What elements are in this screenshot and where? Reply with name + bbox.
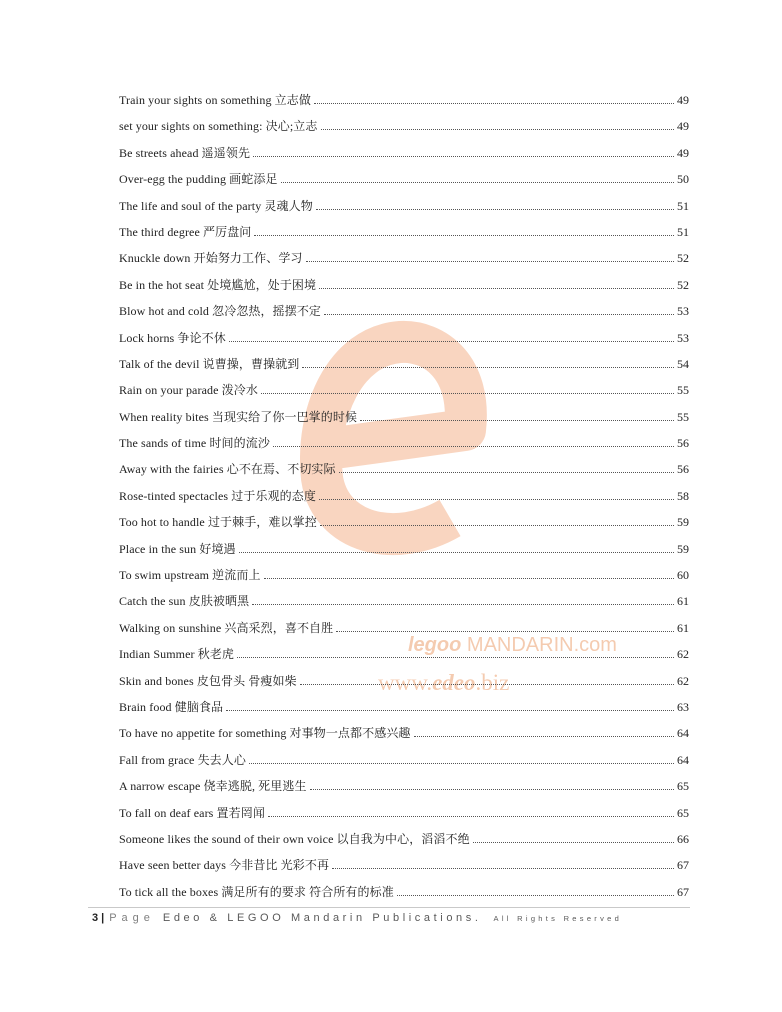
toc-entry-title: Be streets ahead 遥遥领先 [119,145,251,160]
toc-entry[interactable] [119,536,689,562]
footer-separator: | [101,912,105,924]
toc-entry-page-number: 61 [677,620,689,635]
dot-leader [360,420,674,421]
toc-entry[interactable] [119,562,689,588]
toc-entry[interactable] [119,404,689,430]
toc-entry-page-number: 59 [677,541,689,556]
dot-leader [339,472,674,473]
toc-entry-page-number: 49 [677,145,689,160]
toc-entry[interactable] [119,694,689,720]
footer-page-number: 3 [92,912,99,924]
toc-entry-title: Have seen better days 今非昔比 光彩不再 [119,858,330,873]
toc-entry-title: Brain food 健脑食品 [119,699,224,714]
toc-entry-page-number: 67 [677,884,689,899]
toc-entry-title: set your sights on something: 决心;立志 [119,119,318,134]
toc-entry-page-number: 52 [677,251,689,266]
footer-divider [88,907,690,908]
toc-entry-title: Away with the fairies 心不在焉、不切实际 [119,462,336,477]
toc-entry[interactable] [119,377,689,403]
toc-entry[interactable] [119,668,689,694]
toc-entry-page-number: 56 [677,436,689,451]
dot-leader [300,684,674,685]
dot-leader [302,367,674,368]
dot-leader [319,499,674,500]
page-footer [92,910,622,926]
toc-entry-page-number: 61 [677,594,689,609]
toc-entry-title: To tick all the boxes 满足所有的要求 符合所有的标准 [119,884,394,899]
toc-entry-title: Too hot to handle 过于棘手，难以掌控 [119,515,317,530]
toc-entry-page-number: 58 [677,488,689,503]
toc-entry[interactable] [119,166,689,192]
toc-entry[interactable] [119,641,689,667]
toc-entry-title: Talk of the devil 说曹操，曹操就到 [119,356,300,371]
toc-entry-page-number: 60 [677,568,689,583]
toc-entry[interactable] [119,298,689,324]
toc-entry-page-number: 66 [677,831,689,846]
dot-leader [226,710,674,711]
dot-leader [253,156,674,157]
toc-entry[interactable] [119,773,689,799]
toc-entry-title: The sands of time 时间的流沙 [119,436,270,451]
dot-leader [397,895,674,896]
dot-leader [281,182,674,183]
dot-leader [310,789,674,790]
toc-entry-title: Blow hot and cold 忽冷忽热，摇摆不定 [119,304,322,319]
dot-leader [321,129,674,130]
toc-entry[interactable] [119,140,689,166]
footer-rights: All Rights Reserved [493,914,623,923]
toc-entry[interactable] [119,483,689,509]
toc-entry-page-number: 49 [677,119,689,134]
toc-entry[interactable] [119,245,689,271]
dot-leader [319,288,674,289]
dot-leader [314,103,674,104]
toc-entry[interactable] [119,852,689,878]
toc-entry-page-number: 51 [677,198,689,213]
toc-entry[interactable] [119,351,689,377]
toc-entry[interactable] [119,720,689,746]
toc-entry-page-number: 67 [677,858,689,873]
toc-entry-title: A narrow escape 侥幸逃脱, 死里逃生 [119,779,307,794]
toc-entry-title: Be in the hot seat 处境尴尬，处于困境 [119,277,317,292]
toc-entry[interactable] [119,456,689,482]
toc-entry[interactable] [119,272,689,298]
dot-leader [316,209,674,210]
watermark-mandarin-domain: MANDARIN.com [466,634,617,656]
toc-entry-title: Catch the sun 皮肤被晒黑 [119,594,250,609]
toc-entry[interactable] [119,87,689,113]
dot-leader [320,525,674,526]
toc-entry-title: Walking on sunshine 兴高采烈，喜不自胜 [119,620,334,635]
dot-leader [414,736,674,737]
toc-entry-title: Train your sights on something 立志做 [119,93,311,107]
toc-entry-page-number: 52 [677,277,689,292]
toc-entry[interactable] [119,747,689,773]
toc-entry[interactable] [119,800,689,826]
toc-entry-title: To swim upstream 逆流而上 [119,568,261,583]
toc-entry-title: Rose-tinted spectacles 过于乐观的态度 [119,488,316,503]
toc-entry[interactable] [119,430,689,456]
dot-leader [264,578,674,579]
toc-entry-title: When reality bites 当现实给了你一巴掌的时候 [119,409,358,424]
toc-entry[interactable] [119,113,689,139]
toc-entry[interactable] [119,325,689,351]
dot-leader [332,868,674,869]
toc-entry-page-number: 65 [677,779,689,794]
dot-leader [254,235,674,236]
dot-leader [268,816,674,817]
toc-entry-page-number: 62 [677,647,689,662]
toc-entry-page-number: 54 [677,356,689,371]
toc-entry-title: Indian Summer 秋老虎 [119,647,235,662]
toc-entry-title: Someone likes the sound of their own voice 以自我为中心，滔滔不绝 [119,831,470,846]
toc-entry-title: Rain on your parade 泼冷水 [119,383,258,398]
toc-entry-page-number: 55 [677,383,689,398]
toc-list [119,87,689,905]
dot-leader [306,261,674,262]
dot-leader [229,341,674,342]
toc-entry-page-number: 53 [677,330,689,345]
toc-entry[interactable] [119,826,689,852]
dot-leader [239,552,674,553]
toc-entry-title: Over-egg the pudding 画蛇添足 [119,172,278,187]
toc-entry-page-number: 64 [677,726,689,741]
toc-entry[interactable] [119,509,689,535]
toc-entry-title: To have no appetite for something 对事物一点都不感兴趣 [119,726,411,741]
toc-entry-title: Skin and bones 皮包骨头 骨瘦如柴 [119,673,297,688]
toc-entry-page-number: 49 [677,93,689,107]
toc-entry-page-number: 65 [677,805,689,820]
watermark-biz: .biz [475,670,510,695]
toc-entry[interactable] [119,615,689,641]
toc-entry-title: Fall from grace 失去人心 [119,752,246,767]
toc-entry-page-number: 53 [677,304,689,319]
dot-leader [273,446,674,447]
toc-entry[interactable] [119,219,689,245]
toc-entry-page-number: 51 [677,224,689,239]
toc-entry-title: Knuckle down 开始努力工作、学习 [119,251,303,266]
footer-publisher: Edeo & LEGOO Mandarin Publications. [162,912,482,924]
toc-entry-title: To fall on deaf ears 置若罔闻 [119,805,265,820]
toc-entry[interactable] [119,588,689,614]
dot-leader [324,314,674,315]
toc-entry-page-number: 50 [677,172,689,187]
dot-leader [252,604,674,605]
dot-leader [249,763,674,764]
toc-entry-title: The life and soul of the party 灵魂人物 [119,198,313,213]
watermark-www: www. [378,670,433,695]
toc-entry-page-number: 56 [677,462,689,477]
toc-entry-title: The third degree 严厉盘问 [119,224,252,239]
watermark-edeo-brand: edeo [432,670,476,695]
dot-leader [473,842,674,843]
footer-page-label: Page [109,912,155,924]
toc-entry-page-number: 62 [677,673,689,688]
toc-entry[interactable] [119,879,689,905]
toc-entry-page-number: 63 [677,699,689,714]
dot-leader [237,657,674,658]
dot-leader [336,631,674,632]
toc-entry[interactable] [119,193,689,219]
toc-entry-page-number: 64 [677,752,689,767]
watermark-legoo-brand: legoo [408,634,462,656]
toc-entry-title: Lock horns 争论不休 [119,330,226,345]
toc-entry-page-number: 59 [677,515,689,530]
toc-entry-title: Place in the sun 好境遇 [119,541,236,556]
dot-leader [261,393,674,394]
toc-entry-page-number: 55 [677,409,689,424]
